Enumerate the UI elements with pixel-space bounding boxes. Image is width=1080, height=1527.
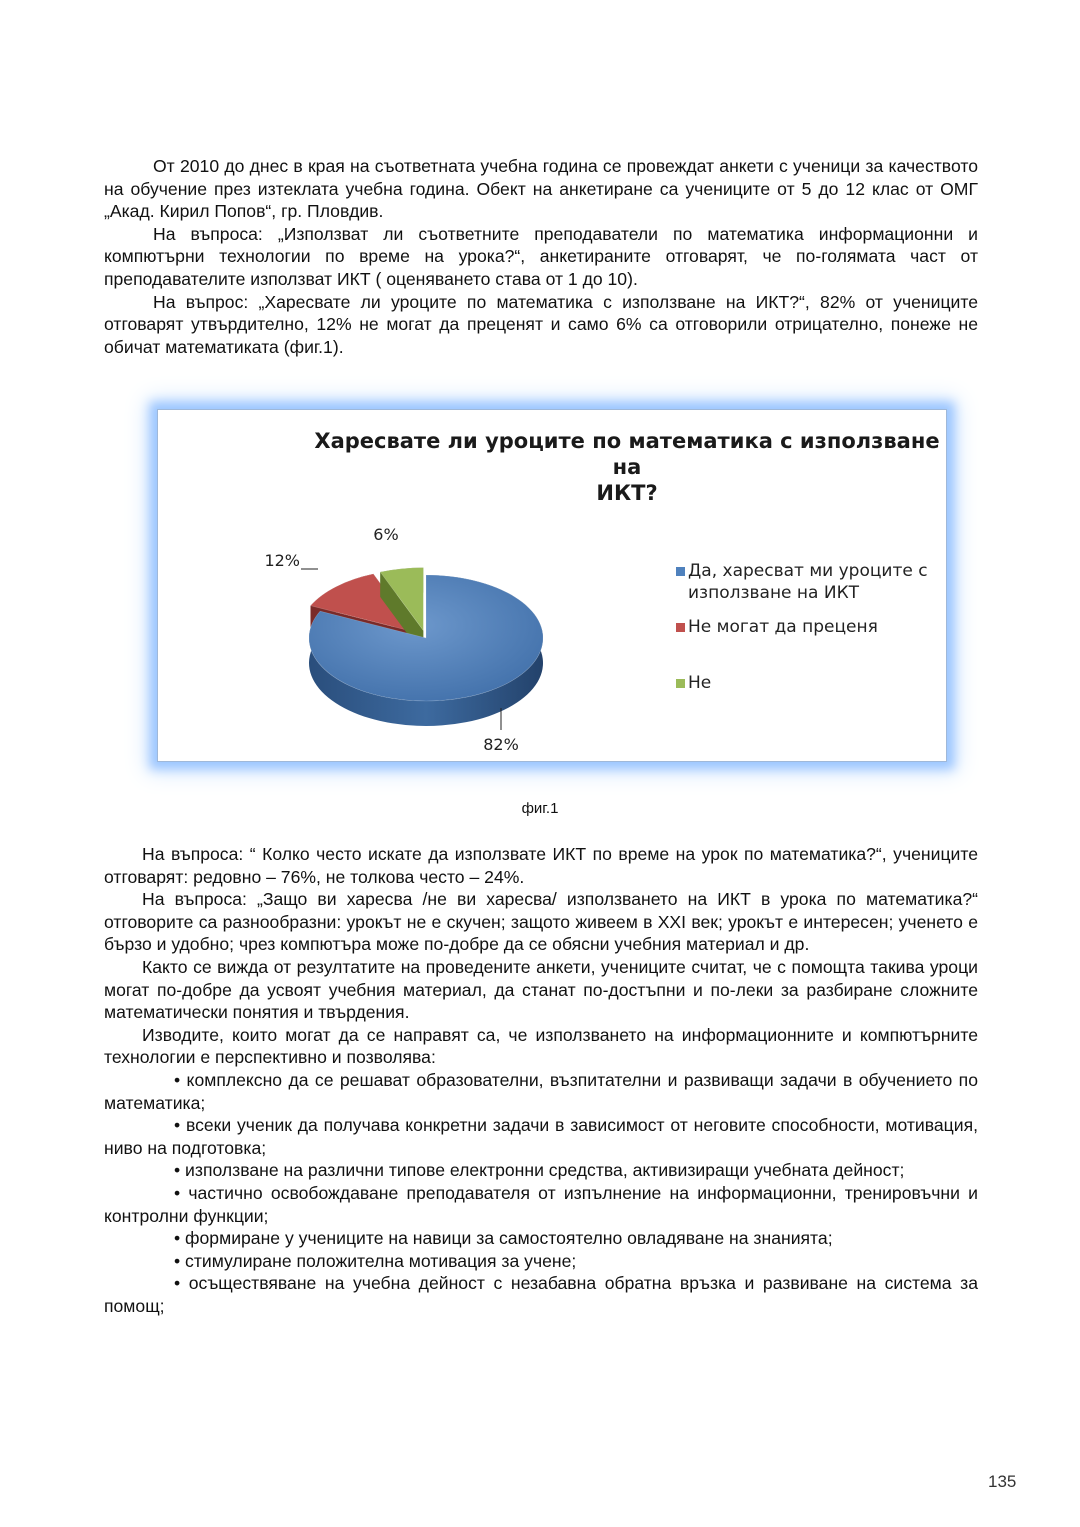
page-number: 135	[988, 1472, 1017, 1491]
chart-title-line: ИКТ?	[596, 481, 658, 505]
legend-item-no	[676, 672, 928, 694]
legend-label: Да, харесват ми уроците с	[688, 561, 928, 581]
legend-swatch	[676, 679, 685, 688]
list-item: • всеки ученик да получава конкретни задачи в зависимост от неговите способности, мотивация, ниво на подготовка;	[104, 1115, 978, 1158]
chart-title-line: Харесвате ли уроците по математика с използване на	[314, 429, 940, 479]
paragraph: От 2010 до днес в края на съответната учебна година се провеждат анкети с ученици за качеството на обучение през изтеклата учебна година. Обект на анкетиране са учениците от 5 до 12 клас от ОМГ „Акад. Кирил Попов“, гр. Пловдив.	[104, 156, 978, 222]
paragraph: Изводите, които могат да се направят са, че използването на информационните и компютърните технологии е перспективно и позволява:	[104, 1024, 978, 1068]
data-label-82: 82%	[483, 735, 519, 754]
intro-text	[104, 155, 978, 358]
legend-label: Не могат да преценя	[688, 617, 878, 637]
legend-item-unsure	[676, 616, 928, 638]
legend-item-likes	[676, 560, 928, 604]
figure-caption: фиг.1	[521, 800, 559, 817]
pie-slices	[309, 568, 543, 726]
list-item: • частично освобождаване преподавателя от изпълнение на информационни, тренировъчни и контролни функции;	[104, 1182, 978, 1226]
paragraph: На въпроса: „Защо ви харесва /не ви харесва/ използването на ИКТ в урока по математика?“ отговорите са разнообразни: урокът не е скучен; защото живеем в XXI век; урокът е интересен; ученето е бързо и удобно; чрез компютъра може по-добре да се обясни учебния материал и др.	[104, 889, 978, 955]
list-item: • използване на различни типове електронни средства, активизиращи учебната дейност;	[174, 1160, 905, 1181]
data-label-6: 6%	[373, 525, 399, 544]
list-item: • комплексно да се решават образователни, възпитателни и развиващи задачи в обучението по математика;	[104, 1069, 978, 1113]
paragraph: На въпрос: „Харесвате ли уроците по математика с използване на ИКТ?“, 82% от учениците отговарят утвърдително, 12% не могат да преценят и само 6% са отговорили отрицателно, понеже не обичат математиката (фиг.1).	[104, 291, 978, 357]
pie-chart	[157, 409, 947, 762]
paragraph: На въпроса: “ Колко често искате да използвате ИКТ по време на урок по математика?“, учениците отговарят: редовно – 76%, не толкова често – 24%.	[104, 844, 978, 887]
data-label-12: 12%	[264, 551, 300, 570]
paragraph: Както се вижда от резултатите на проведените анкети, учениците считат, че с помощта такива уроци могат по-добре да усвоят учебния материал, да станат по-достъпни и по-леки за разбиране сложните математически понятия и твърдения.	[104, 956, 978, 1023]
list-item: • осъществяване на учебна дейност с незабавна обратна връзка и развиване на система за помощ;	[104, 1273, 978, 1316]
legend-swatch	[676, 567, 685, 576]
legend-swatch	[676, 623, 685, 632]
body-text	[104, 843, 978, 1317]
chart-legend	[676, 560, 928, 694]
paragraph: На въпроса: „Използват ли съответните преподаватели по математика информационни и компютърни технологии по време на урока?“, анкетираните отговарят, че по-голямата част от преподавателите използват ИКТ ( оценяването става от 1 до 10).	[104, 223, 978, 289]
legend-label: Не	[688, 673, 712, 693]
list-item: • стимулиране положителна мотивация за учене;	[174, 1250, 577, 1271]
list-item: • формиране у учениците на навици за самостоятелно овладяване на знанията;	[174, 1228, 833, 1249]
legend-label: използване на ИКТ	[688, 583, 860, 603]
